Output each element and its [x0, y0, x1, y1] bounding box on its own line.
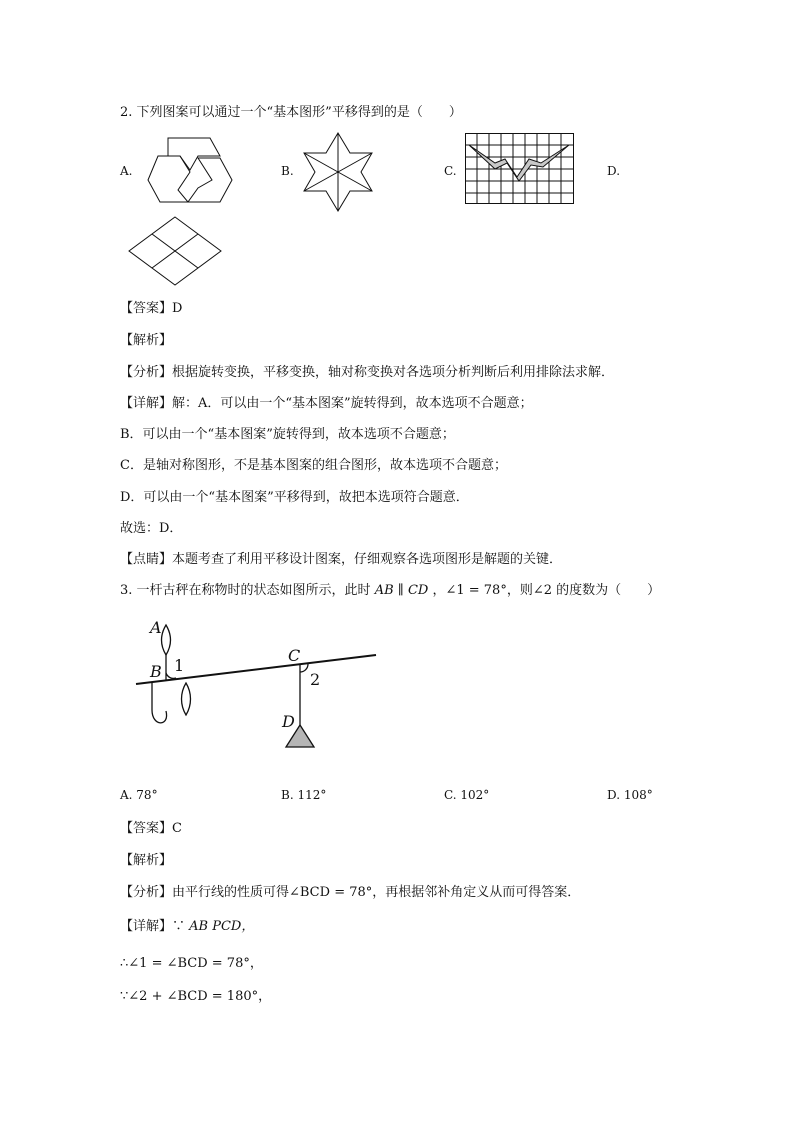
- steelyard-figure: [130, 615, 390, 755]
- option-a-label: A.: [120, 164, 133, 178]
- label-angle-2: 2: [310, 670, 321, 689]
- q2-detail-a: 【详解】解：A．可以由一个“基本图案”旋转得到，故本选项不合题意；: [120, 396, 533, 411]
- q3-stem-angle: ，∠1 = 78°，则∠2 的度数为（ ）: [432, 583, 661, 598]
- q3-stem-cd: CD: [407, 583, 429, 598]
- figure-b-hexagram: [298, 130, 378, 210]
- q3-detail-prefix: 【详解】∵: [120, 919, 186, 934]
- q3-option-c: C. 102°: [444, 788, 490, 802]
- q2-jiexi-heading: 【解析】: [120, 333, 173, 348]
- beam: [136, 655, 376, 684]
- label-b: B: [150, 662, 162, 681]
- label-c: C: [288, 646, 301, 665]
- q3-option-b: B. 112°: [281, 788, 327, 802]
- question-3-stem: [120, 582, 660, 600]
- q3-stem-parallel: ∥: [397, 583, 404, 598]
- option-d-label: D.: [607, 164, 621, 178]
- figure-c-grid-w-shape: [465, 133, 575, 205]
- q3-detail-expr: AB PCD，: [189, 919, 255, 934]
- q2-detail-b: B．可以由一个“基本图案”旋转得到，故本选项不合题意；: [120, 427, 455, 442]
- q2-detail-c: C．是轴对称图形，不是基本图案的组合图形，故本选项不合题意；: [120, 458, 507, 473]
- q3-step-2: ∵∠2 + ∠BCD = 180°，: [120, 989, 272, 1004]
- q3-jiexi-heading: 【解析】: [120, 853, 173, 868]
- q3-option-d: D. 108°: [607, 788, 653, 802]
- figure-a-rotational-hexagon: [140, 130, 240, 210]
- q3-analysis: 【分析】由平行线的性质可得∠BCD = 78°，再根据邻补角定义从而可得答案．: [120, 885, 581, 900]
- q2-answer: 【答案】D: [120, 301, 183, 316]
- figure-d-rhombus-grid: [125, 215, 225, 287]
- option-c-label: C.: [444, 164, 457, 178]
- label-d: D: [282, 712, 295, 731]
- label-angle-1: 1: [174, 656, 185, 675]
- q3-option-a: A. 78°: [120, 788, 158, 802]
- q3-detail: [120, 918, 254, 936]
- q3-stem-ab: AB: [374, 583, 394, 598]
- q2-detail-d: D．可以由一个“基本图案”平移得到，故把本选项符合题意．: [120, 490, 469, 505]
- option-b-label: B.: [281, 164, 294, 178]
- q2-choice: 故选：D．: [120, 521, 183, 536]
- label-a: A: [150, 618, 162, 637]
- q3-answer: 【答案】C: [120, 821, 182, 836]
- q3-stem-prefix: 3. 一杆古秤在称物时的状态如图所示，此时: [120, 583, 371, 598]
- q2-analysis: 【分析】根据旋转变换，平移变换，轴对称变换对各选项分析判断后利用排除法求解．: [120, 365, 615, 380]
- q3-step-1: ∴∠1 = ∠BCD = 78°，: [120, 956, 263, 971]
- q2-comment: 【点睛】本题考查了利用平移设计图案，仔细观察各选项图形是解题的关键．: [120, 552, 563, 567]
- question-2-stem: 2. 下列图案可以通过一个“基本图形”平移得到的是（ ）: [120, 105, 462, 120]
